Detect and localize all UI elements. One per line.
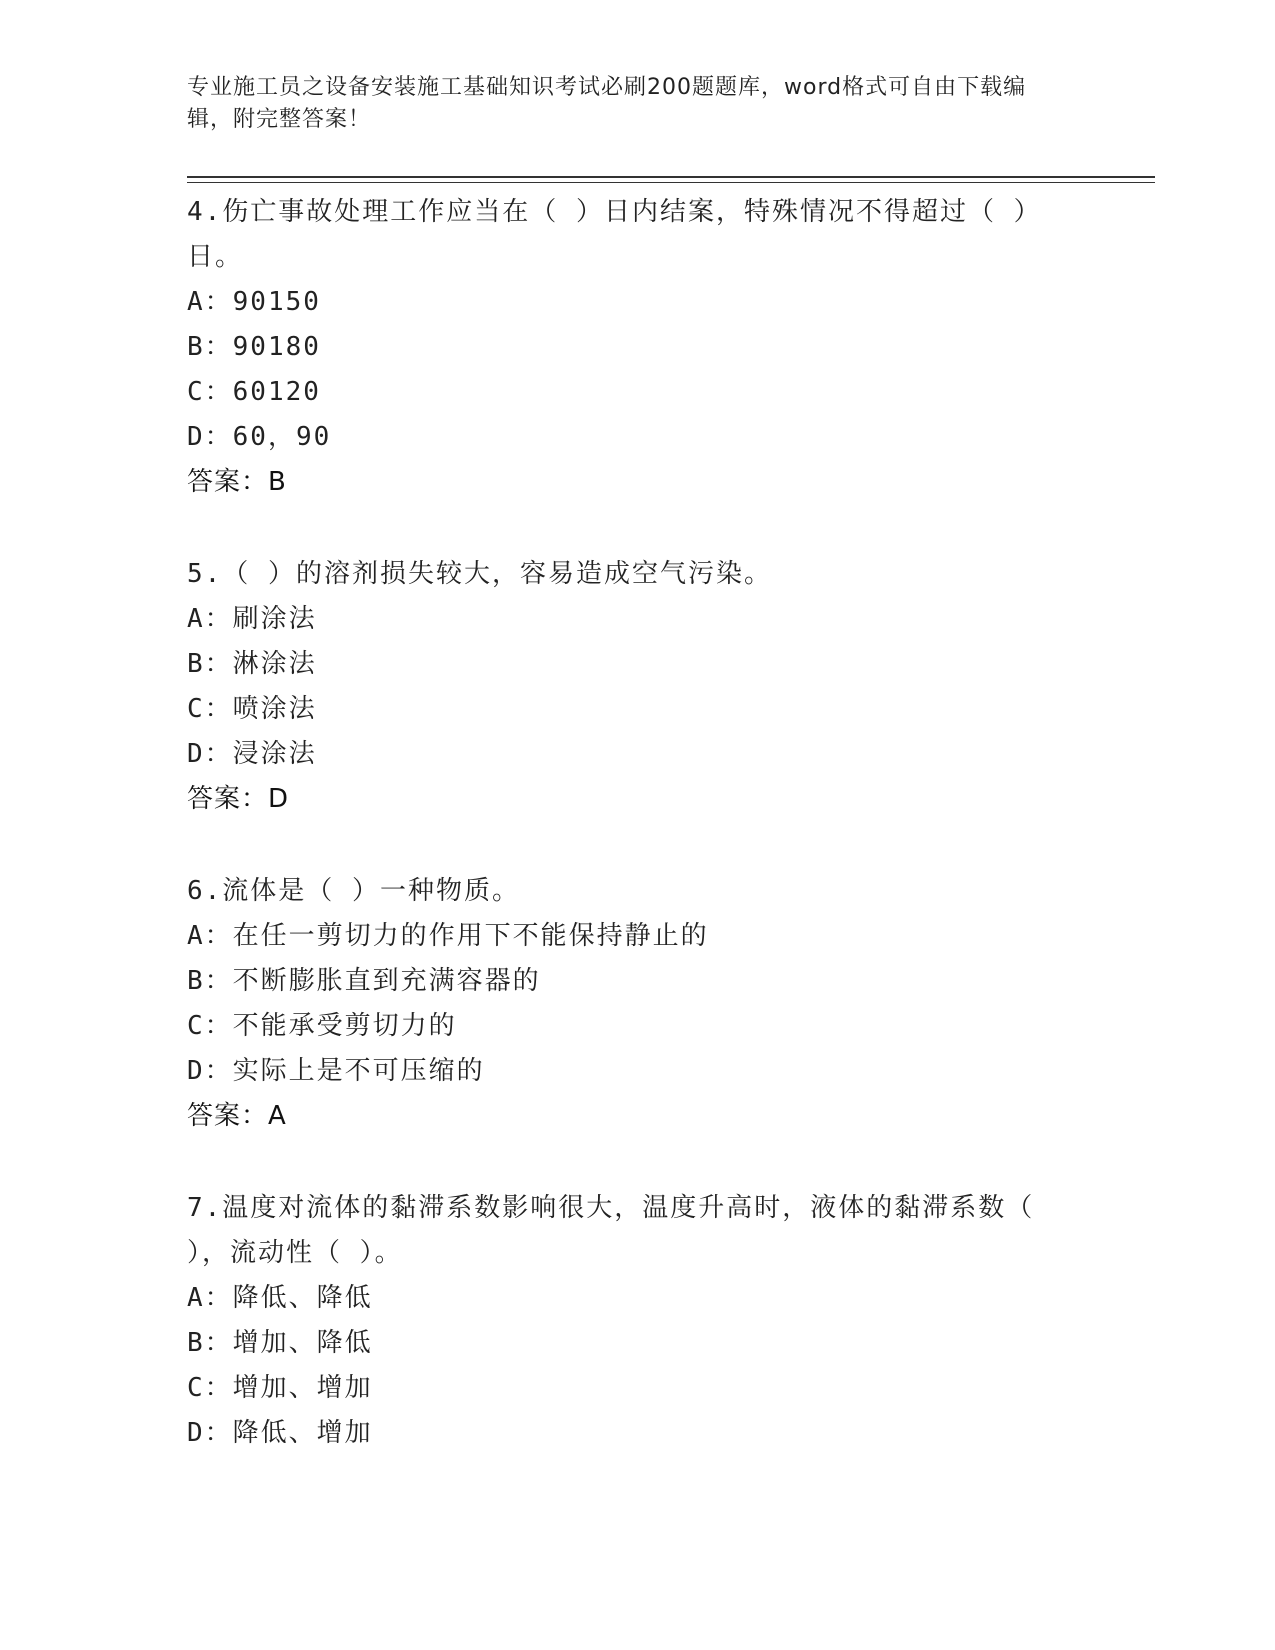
option-c: C：喷涂法 [187, 694, 317, 724]
question-7 [187, 1186, 1067, 1456]
option-d: D：降低、增加 [187, 1418, 373, 1448]
question-5 [187, 552, 1067, 822]
option-b: B：90180 [187, 332, 321, 362]
header-divider-thick [187, 176, 1155, 178]
question-stem: 6.流体是（ ）一种物质。 [187, 876, 520, 906]
question-4 [187, 190, 1067, 505]
question-6 [187, 869, 1067, 1139]
option-c: C：不能承受剪切力的 [187, 1011, 457, 1041]
question-stem: 4.伤亡事故处理工作应当在（ ）日内结案，特殊情况不得超过（ ）日。 [187, 197, 1042, 272]
option-a: A：在任一剪切力的作用下不能保持静止的 [187, 921, 709, 951]
header-divider-thin [187, 182, 1155, 183]
option-b: B：不断膨胀直到充满容器的 [187, 966, 541, 996]
option-c: C：60120 [187, 377, 321, 407]
question-spacer [187, 822, 1067, 869]
question-spacer [187, 1139, 1067, 1186]
answer-label: 答案：A [187, 1101, 287, 1131]
option-a: A：刷涂法 [187, 604, 317, 634]
question-stem: 5.（ ）的溶剂损失较大，容易造成空气污染。 [187, 559, 772, 589]
option-d: D：60，90 [187, 422, 332, 452]
page-header-title: 专业施工员之设备安装施工基础知识考试必刷200题题库，word格式可自由下载编辑，附完整答案！ [187, 75, 1027, 132]
option-d: D：浸涂法 [187, 739, 317, 769]
question-spacer [187, 505, 1067, 552]
option-a: A：90150 [187, 287, 321, 317]
answer-label: 答案：D [187, 784, 290, 814]
question-list [187, 190, 1067, 1456]
option-b: B：淋涂法 [187, 649, 317, 679]
option-c: C：增加、增加 [187, 1373, 373, 1403]
option-d: D：实际上是不可压缩的 [187, 1056, 485, 1086]
option-a: A：降低、降低 [187, 1283, 373, 1313]
question-stem: 7.温度对流体的黏滞系数影响很大，温度升高时，液体的黏滞系数（ ），流动性（ ）。 [187, 1193, 1035, 1268]
option-b: B：增加、降低 [187, 1328, 373, 1358]
answer-label: 答案：B [187, 467, 287, 497]
